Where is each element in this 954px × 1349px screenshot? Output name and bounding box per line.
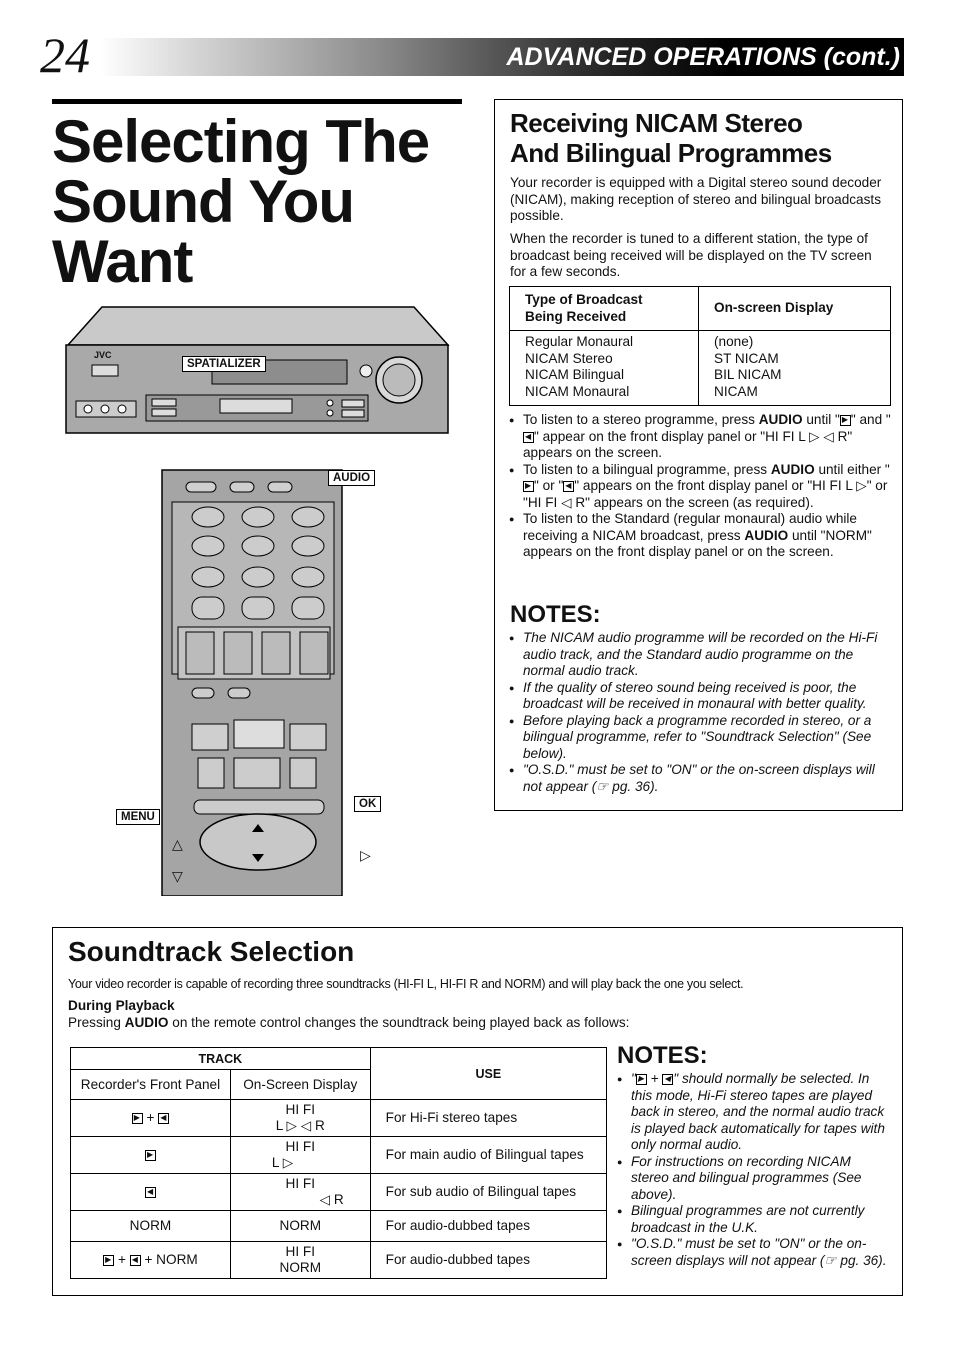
remote-illustration bbox=[110, 462, 400, 896]
list-item: ● If the quality of stereo sound being received is poor, the broadcast will be received in monaural with better quality. bbox=[509, 680, 893, 713]
text: L bbox=[271, 1155, 279, 1170]
title-line: Selecting The bbox=[52, 108, 430, 175]
text: HI FI bbox=[285, 1176, 315, 1191]
cell-text: BIL NICAM bbox=[714, 367, 782, 382]
nicam-title-line: Receiving NICAM Stereo bbox=[510, 108, 803, 138]
nicam-intro: Your recorder is equipped with a Digital stereo sound decoder (NICAM), making reception of stereo and bilingual broadcasts possible. bbox=[510, 175, 882, 223]
table-row bbox=[71, 1242, 607, 1279]
soundtrack-notes bbox=[617, 1071, 891, 1269]
front-panel-cell bbox=[71, 1174, 231, 1211]
cell-text: NICAM Stereo bbox=[525, 350, 613, 366]
right-speaker-icon bbox=[132, 1113, 143, 1124]
table-row bbox=[71, 1211, 607, 1242]
text: " and " bbox=[850, 412, 891, 427]
page-title bbox=[52, 108, 472, 295]
text: " appear on the front display panel or "HI FI L bbox=[534, 428, 806, 444]
soundtrack-section bbox=[52, 927, 903, 1296]
left-speaker-icon bbox=[563, 481, 574, 492]
list-item: ● For instructions on recording NICAM stereo and bilingual programmes (See above). bbox=[617, 1154, 891, 1204]
text: + bbox=[650, 1071, 659, 1086]
left-speaker-icon bbox=[145, 1187, 156, 1198]
audio-button-label: AUDIO bbox=[328, 470, 375, 486]
left-speaker-icon bbox=[662, 1074, 673, 1085]
soundtrack-intro: Your video recorder is capable of recording three soundtracks (HI-FI L, HI-FI R and NORM) and will play back the one you select. bbox=[68, 977, 744, 991]
text: R" appears on the screen. bbox=[523, 428, 853, 460]
table-header-row bbox=[510, 287, 891, 331]
title-line: Sound You bbox=[52, 168, 355, 235]
audio-key: AUDIO bbox=[124, 1015, 169, 1030]
right-arrow-icon: ▷ bbox=[360, 847, 371, 863]
track-header: TRACK bbox=[71, 1048, 371, 1070]
speaker-right-icon: ▷ bbox=[282, 1155, 294, 1170]
text: until either " bbox=[818, 461, 890, 477]
list-item bbox=[509, 462, 893, 512]
audio-key: AUDIO bbox=[770, 461, 815, 477]
text: " or "HI FI bbox=[523, 478, 888, 510]
speaker-right-icon: ▷ bbox=[856, 478, 867, 493]
up-arrow-icon: △ bbox=[172, 836, 183, 852]
audio-key: AUDIO bbox=[744, 527, 789, 543]
during-playback-text bbox=[68, 1015, 629, 1032]
text: HI FI bbox=[285, 1244, 315, 1259]
text: until " bbox=[806, 412, 840, 427]
right-speaker-icon bbox=[103, 1255, 114, 1266]
list-item bbox=[617, 1071, 891, 1154]
text: until "NORM" appears on the front display panel or on the screen. bbox=[523, 527, 872, 559]
text: HI FI bbox=[285, 1102, 315, 1117]
nicam-tuning-text: When the recorder is tuned to a different station, the type of broadcast being received will be displayed on the TV screen for a few seconds. bbox=[510, 231, 872, 279]
soundtrack-notes-title: NOTES: bbox=[617, 1042, 708, 1069]
text: L bbox=[275, 1118, 283, 1133]
text: R bbox=[315, 1118, 325, 1133]
nicam-section bbox=[494, 99, 903, 811]
front-panel-cell: NORM bbox=[71, 1211, 231, 1242]
down-arrow-icon: ▽ bbox=[172, 868, 183, 884]
spatializer-label: SPATIALIZER bbox=[182, 356, 266, 372]
nicam-notes-title: NOTES: bbox=[510, 601, 601, 628]
text: + NORM bbox=[144, 1252, 198, 1267]
nicam-instructions bbox=[509, 412, 893, 561]
left-speaker-icon bbox=[158, 1113, 169, 1124]
right-speaker-icon bbox=[523, 481, 534, 492]
text: " bbox=[631, 1071, 636, 1086]
cell-text: Regular Monaural bbox=[525, 334, 634, 349]
title-rule bbox=[52, 99, 462, 104]
text: To listen to a bilingual programme, press bbox=[523, 461, 768, 477]
use-cell: For sub audio of Bilingual tapes bbox=[370, 1174, 606, 1211]
during-playback-heading: During Playback bbox=[68, 998, 175, 1013]
use-cell: For Hi-Fi stereo tapes bbox=[370, 1100, 606, 1137]
speaker-left-icon: ◁ bbox=[561, 494, 572, 510]
list-item: ● Bilingual programmes are not currently broadcast in the U.K. bbox=[617, 1203, 891, 1236]
list-item: ● "O.S.D." must be set to "ON" or the on-screen displays will not appear (☞ pg. 36). bbox=[509, 762, 893, 795]
use-header: USE bbox=[370, 1048, 606, 1100]
cell-text: (none) bbox=[714, 334, 754, 349]
cell-text: ST NICAM bbox=[714, 350, 779, 366]
osd-cell bbox=[230, 1100, 370, 1137]
text: " appears on the front display panel or "HI FI L bbox=[574, 478, 853, 493]
nicam-notes bbox=[509, 630, 893, 795]
osd-cell bbox=[230, 1174, 370, 1211]
text: + bbox=[146, 1110, 155, 1125]
front-panel-cell bbox=[71, 1100, 231, 1137]
use-cell: For audio-dubbed tapes bbox=[370, 1242, 606, 1279]
soundtrack-table bbox=[70, 1047, 607, 1279]
table-row bbox=[71, 1174, 607, 1211]
cell-text: NICAM bbox=[714, 383, 758, 399]
table-header-cell: On-screen Display bbox=[699, 287, 891, 331]
vcr-brand-logo: JVC bbox=[94, 350, 112, 360]
section-title: ADVANCED OPERATIONS (cont.) bbox=[506, 43, 900, 71]
vcr-illustration bbox=[62, 305, 452, 435]
list-item bbox=[509, 412, 893, 462]
page-number: 24 bbox=[40, 27, 90, 83]
audio-key: AUDIO bbox=[758, 412, 803, 427]
osd-cell: NORM bbox=[230, 1211, 370, 1242]
osd-cell bbox=[230, 1242, 370, 1279]
list-item bbox=[509, 511, 893, 561]
broadcast-table bbox=[509, 286, 891, 406]
table-row bbox=[510, 331, 891, 406]
front-panel-cell bbox=[71, 1242, 231, 1279]
table-header-cell bbox=[510, 287, 699, 331]
text: " should normally be selected. In this mode, Hi-Fi stereo tapes are played back in stereo, and the normal audio track is played back automatically for tapes with only normal audio. bbox=[631, 1071, 885, 1152]
text: Pressing bbox=[68, 1015, 121, 1030]
list-item: ● The NICAM audio programme will be recorded on the Hi-Fi audio track, and the Standard audio programme on the normal audio track. bbox=[509, 630, 893, 680]
list-item: ● Before playing back a programme recorded in stereo, or a bilingual programme, refer to "Soundtrack Selection" (See below). bbox=[509, 713, 893, 763]
osd-header: On-Screen Display bbox=[230, 1070, 370, 1100]
text: To listen to a stereo programme, press bbox=[523, 412, 755, 427]
list-item: ● "O.S.D." must be set to "ON" or the on-screen displays will not appear (☞ pg. 36). bbox=[617, 1236, 891, 1269]
left-speaker-icon bbox=[523, 432, 534, 443]
use-cell: For audio-dubbed tapes bbox=[370, 1211, 606, 1242]
left-speaker-icon bbox=[130, 1255, 141, 1266]
front-panel-header: Recorder's Front Panel bbox=[71, 1070, 231, 1100]
remote-drawing bbox=[110, 462, 400, 896]
use-cell: For main audio of Bilingual tapes bbox=[370, 1137, 606, 1174]
text: on the remote control changes the soundtrack being played back as follows: bbox=[172, 1015, 630, 1030]
header-text: Type of Broadcast bbox=[525, 292, 643, 307]
text: R bbox=[333, 1192, 344, 1207]
text: " or " bbox=[534, 478, 564, 493]
header-text: Being Received bbox=[525, 308, 627, 324]
text: To listen to the Standard (regular monaural) audio while receiving a NICAM broadcast, press bbox=[523, 511, 857, 543]
nicam-title-line: And Bilingual Programmes bbox=[510, 138, 832, 168]
right-speaker-icon bbox=[840, 415, 851, 426]
table-header-row bbox=[71, 1048, 607, 1070]
nicam-title bbox=[510, 108, 832, 168]
table-row bbox=[71, 1100, 607, 1137]
menu-button-label: MENU bbox=[116, 809, 160, 825]
ok-button-label: OK bbox=[354, 796, 381, 812]
speaker-pair-icon: ▷ ◁ bbox=[809, 428, 834, 444]
text: NORM bbox=[279, 1260, 322, 1275]
right-speaker-icon bbox=[145, 1150, 156, 1161]
cell-text: NICAM Bilingual bbox=[525, 367, 624, 382]
right-speaker-icon bbox=[636, 1074, 647, 1085]
table-row bbox=[71, 1137, 607, 1174]
display-values-cell bbox=[699, 331, 891, 406]
broadcast-types-cell bbox=[510, 331, 699, 406]
osd-cell bbox=[230, 1137, 370, 1174]
front-panel-cell bbox=[71, 1137, 231, 1174]
text: + bbox=[117, 1252, 126, 1267]
speaker-left-icon: ◁ bbox=[319, 1192, 331, 1207]
title-line: Want bbox=[52, 228, 193, 295]
text: HI FI bbox=[285, 1139, 315, 1154]
soundtrack-title: Soundtrack Selection bbox=[68, 936, 355, 967]
text: R" appears on the screen (as required). bbox=[575, 494, 814, 510]
speaker-pair-icon: ▷ ◁ bbox=[286, 1118, 312, 1133]
cell-text: NICAM Monaural bbox=[525, 383, 630, 399]
